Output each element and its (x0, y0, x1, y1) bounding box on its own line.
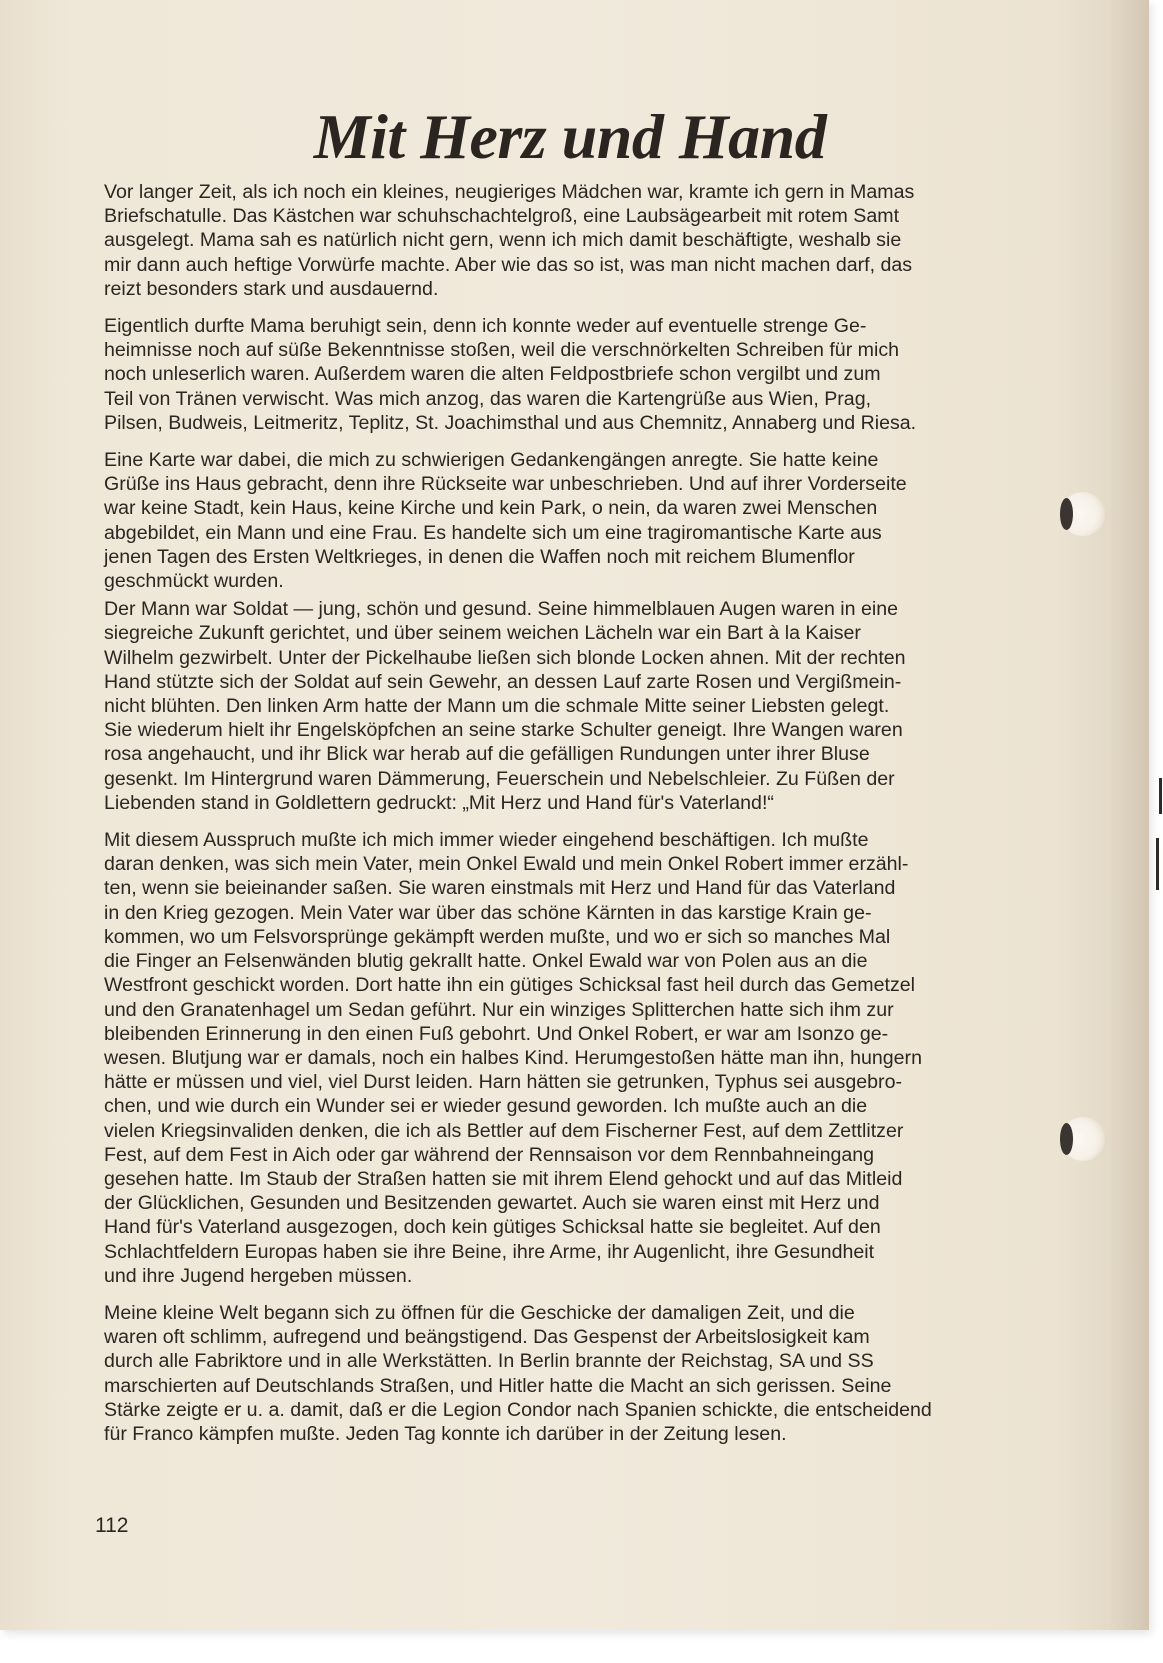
punch-hole-icon (1061, 1117, 1105, 1161)
paragraph: Eine Karte war dabei, die mich zu schwierigen Gedankengängen anregte. Sie hatte keine Grüße ins Haus gebracht, denn ihre Rückseite war unbeschrieben. Und auf ihrer Vorderseite war keine Stadt, kein Haus, keine Kirche und kein Park, o nein, da waren zwei Menschen abgebildet, ein Mann und eine Frau. Es handelte sich um eine tragiromantische Karte aus jenen Tagen des Ersten Weltkrieges, in denen die Waffen noch mit reichem Blumenflor geschmückt wurden. (104, 449, 907, 593)
paragraph: Vor langer Zeit, als ich noch ein kleines, neugieriges Mädchen war, kramte ich gern in Mamas Briefschatulle. Das Kästchen war schuhschachtelgroß, eine Laubsägearbeit mit rotem Samt ausgelegt. Mama sah es natürlich nicht gern, wenn ich mich damit beschäftigte, weshalb sie mir dann auch heftige Vorwürfe machte. Aber wie das so ist, was man nicht machen darf, das reizt besonders stark und ausdauernd. (104, 181, 915, 300)
punch-hole-icon (1061, 492, 1105, 536)
binding-mark (1156, 838, 1159, 890)
page-title: Mit Herz und Hand (313, 101, 827, 172)
paragraph: Eigentlich durfte Mama beruhigt sein, denn ich konnte weder auf eventuelle strenge Ge- heimnisse noch auf süße Bekenntnisse stoßen, weil die verschnörkelten Schreiben für mich noch unleserlich waren. Außerdem waren die alten Feldpostbriefe schon vergilbt und zum Teil von Tränen verwischt. Was mich anzog, das waren die Kartengrüße aus Wien, Prag, Pilsen, Budweis, Leitmeritz, Teplitz, St. Joachimsthal und aus Chemnitz, Annaberg und Riesa. (104, 315, 917, 434)
paragraph: Der Mann war Soldat — jung, schön und gesund. Seine himmelblauen Augen waren in eine siegreiche Zukunft gerichtet, und über seinem weichen Lächeln war ein Bart à la Kaiser Wilhelm gezwirbelt. Unter der Pickelhaube ließen sich blonde Locken ahnen. Mit der rechten Hand stützte sich der Soldat auf sein Gewehr, an dessen Lauf zarte Rosen und Vergißmein- nicht blühten. Den linken Arm hatte der Mann um die schmale Mitte seiner Liebsten gelegt. Sie wiederum hielt ihr Engelsköpfchen an seine starke Schulter geneigt. Ihre Wangen waren rosa angehaucht, und ihr Blick war herab auf die gefälligen Rundungen unter ihrer Bluse gesenkt. Im Hintergrund waren Dämmerung, Feuerschein und Nebelschleier. Zu Füßen der Liebenden stand in Goldlettern gedruckt: „Mit Herz und Hand für's Vaterland!“ (104, 598, 906, 814)
binding-mark (1159, 778, 1162, 814)
page-number: 112 (95, 1514, 129, 1537)
article-body (104, 180, 1034, 1459)
paragraph: Mit diesem Ausspruch mußte ich mich immer wieder eingehend beschäftigen. Ich mußte daran denken, was sich mein Vater, mein Onkel Ewald und mein Onkel Robert immer erzähl- ten, wenn sie beieinander saßen. Sie waren einstmals mit Herz und Hand für das Vaterland in den Krieg gezogen. Mein Vater war über das schöne Kärnten in das karstige Krain ge- kommen, wo um Felsvorsprünge gekämpft werden mußte, und wo er sich so manches Mal die Finger an Felsenwänden blutig gekrallt hatte. Onkel Ewald war von Polen aus an die Westfront geschickt worden. Dort hatte ihn ein gütiges Schicksal fast heil durch das Gemetzel und den Granatenhagel um Sedan geführt. Nur ein winziges Splitterchen hatte sich ihm zur bleibenden Erinnerung in den einen Fuß gebohrt. Und Onkel Robert, er war am Isonzo ge- wesen. Blutjung war er damals, noch ein halbes Kind. Herumgestoßen hätte man ihn, hungern hätte er müssen und viel, viel Durst leiden. Harn hätten sie getrunken, Typhus sei ausgebro- chen, und wie durch ein Wunder sei er wieder gesund geworden. Ich mußte auch an die vielen Kriegsinvaliden denken, die ich als Bettler auf dem Fischerner Fest, auf dem Zettlitzer Fest, auf dem Fest in Aich oder gar während der Rennsaison vor dem Rennbahneingang gesehen hatte. Im Staub der Straßen hatten sie mit ihrem Elend gehockt und auf das Mitleid der Glücklichen, Gesunden und Besitzenden gewartet. Auch sie waren einst mit Herz und Hand für's Vaterland ausgezogen, doch kein gütiges Schicksal hatte sie begleitet. Auf den Schlachtfeldern Europas haben sie ihre Beine, ihre Arme, ihr Augenlicht, ihre Gesundheit und ihre Jugend hergeben müssen. (104, 829, 922, 1287)
paragraph: Meine kleine Welt begann sich zu öffnen für die Geschicke der damaligen Zeit, und die waren oft schlimm, aufregend und beängstigend. Das Gespenst der Arbeitslosigkeit kam durch alle Fabriktore und in alle Werkstätten. In Berlin brannte der Reichstag, SA und SS marschierten auf Deutschlands Straßen, und Hitler hatte die Macht an sich gerissen. Seine Stärke zeigte er u. a. damit, daß er die Legion Condor nach Spanien schickte, die entscheidend für Franco kämpfen mußte. Jeden Tag konnte ich darüber in der Zeitung lesen. (104, 1301, 932, 1445)
